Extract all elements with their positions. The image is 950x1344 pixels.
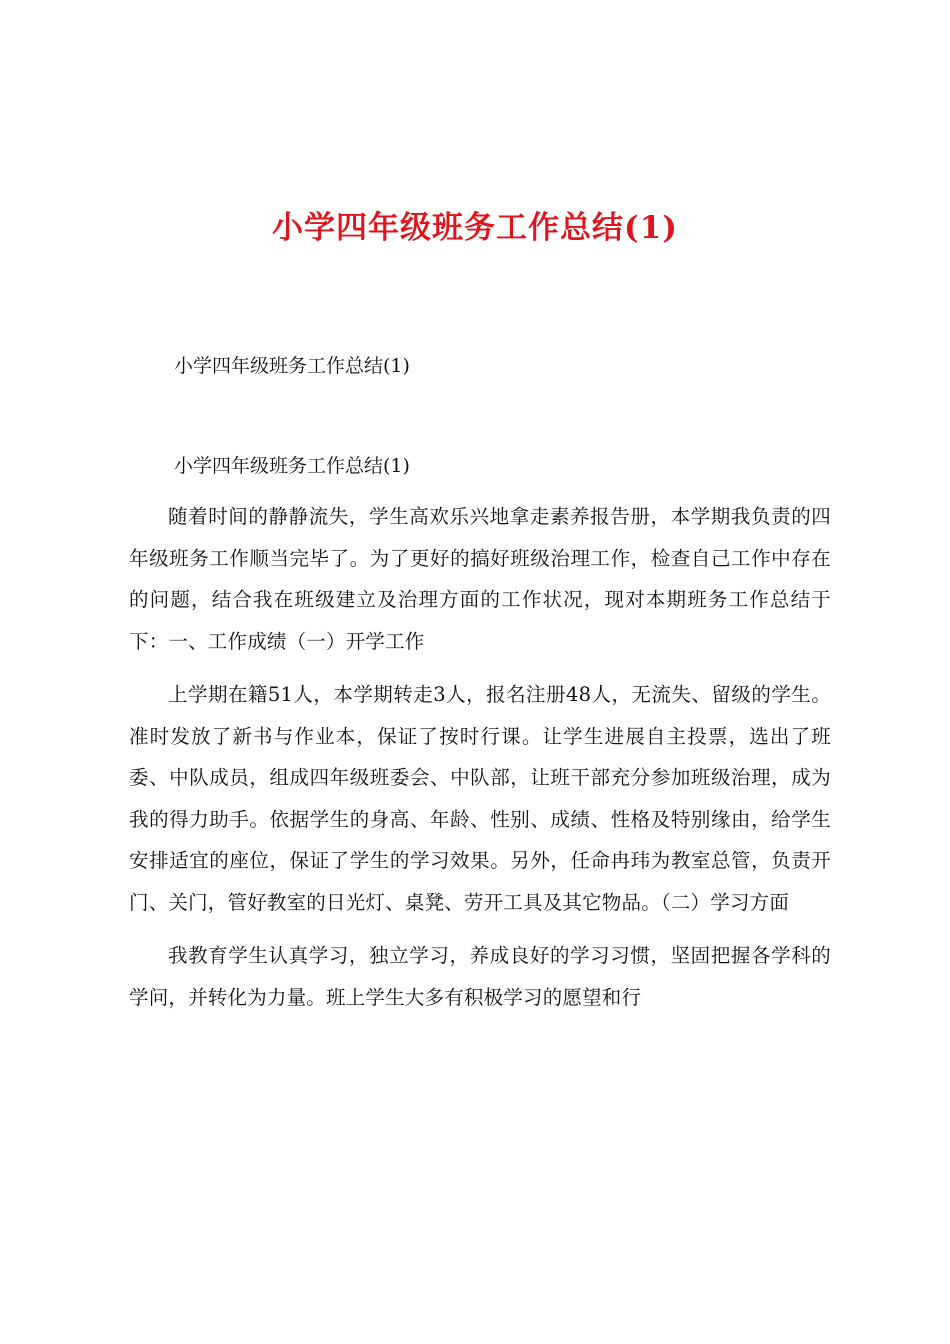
paragraph-1: 随着时间的静静流失，学生高欢乐兴地拿走素养报告册，本学期我负责的四年级班务工作顺当完毕了。为了更好的搞好班级治理工作，检查自己工作中存在的问题，结合我在班级建立及治理方面的工作状况，现对本期班务工作总结于下：一、工作成绩（一）开学工作 bbox=[129, 505, 831, 653]
document-title: 小学四年级班务工作总结(1) bbox=[272, 210, 678, 246]
paragraph-3: 我教育学生认真学习，独立学习，养成良好的学习习惯，坚固把握各学科的学问，并转化为力量。班上学生大多有积极学习的愿望和行 bbox=[129, 944, 831, 1009]
subheading-1: 小学四年级班务工作总结(1) bbox=[174, 355, 410, 377]
document-body bbox=[129, 496, 831, 1030]
paragraph-2: 上学期在籍51人，本学期转走3人，报名注册48人，无流失、留级的学生。准时发放了新书与作业本，保证了按时行课。让学生进展自主投票，选出了班委、中队成员，组成四年级班委会、中队部，让班干部充分参加班级治理，成为我的得力助手。依据学生的身高、年龄、性别、成绩、性格及特别缘由，给学生安排适宜的座位，保证了学生的学习效果。另外，任命冉玮为教室总管，负责开门、关门，管好教室的日光灯、桌凳、劳开工具及其它物品。（二）学习方面 bbox=[129, 683, 831, 914]
subheading-2: 小学四年级班务工作总结(1) bbox=[174, 455, 410, 477]
